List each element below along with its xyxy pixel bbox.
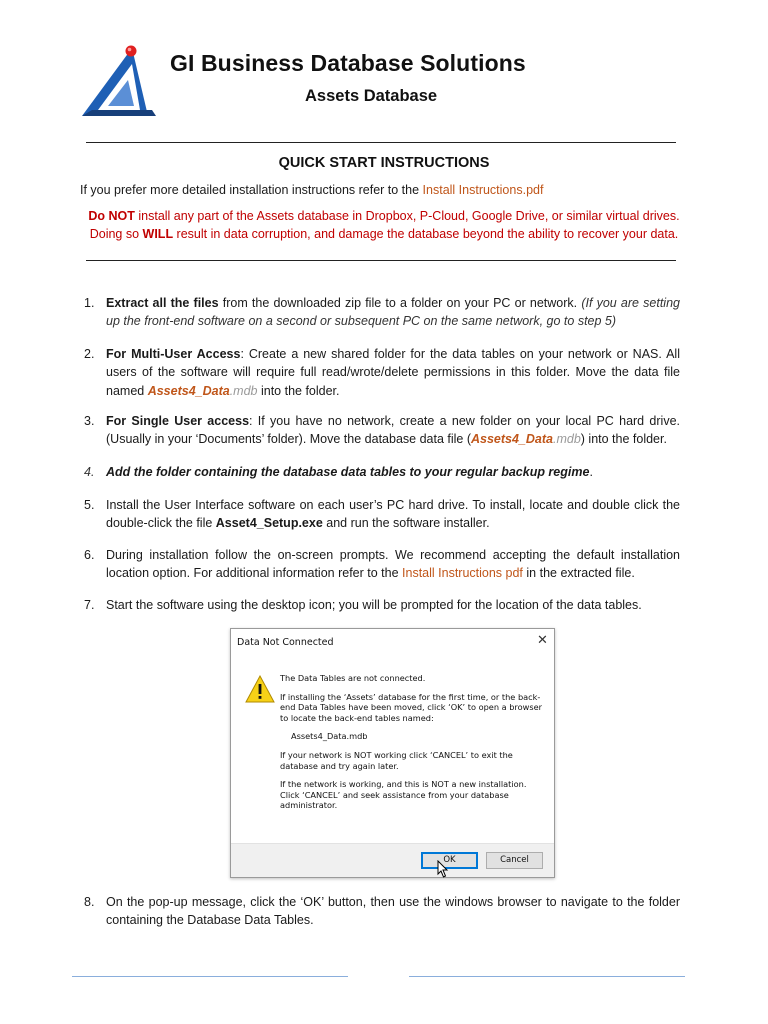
warning-text: install any part of the Assets database in Dropbox, P-Cloud, Google Drive, or similar virtual drives.	[134, 209, 680, 223]
list-item	[84, 412, 680, 449]
list-item	[84, 463, 680, 481]
step-text: Start the software using the desktop icon; you will be prompted for the location of the data tables.	[106, 598, 642, 612]
warning-text: Doing so	[89, 227, 143, 241]
footer-divider	[72, 976, 348, 977]
ok-button[interactable]: OK	[421, 852, 478, 869]
install-instructions-link[interactable]: Install Instructions.pdf	[422, 183, 544, 197]
step-text: During installation follow the on-screen prompts. We recommend accepting the default installation location option. For additional information refer to the	[106, 548, 680, 581]
step-text: : Create a new shared folder for the data tables on your network or NAS. All users of the software will require full read/wrote/delete permissions in this folder. Move the data file named	[106, 347, 680, 398]
setup-file-name: Asset4_Setup.exe	[215, 516, 323, 531]
step-number: 7.	[84, 598, 95, 612]
step-bold: Add the folder containing the database data tables to your regular backup regime	[106, 465, 590, 479]
footer-divider	[409, 976, 685, 977]
step-bold: Extract all the files	[106, 296, 219, 310]
dialog-text: If installing the ‘Assets’ database for the first time, or the back-end Data Tables have been moved, click ‘OK’ to open a browser to locate the back-end tables named:	[280, 691, 542, 723]
dialog-filename: Assets4_Data.mdb	[291, 731, 368, 742]
warning-bold: Do NOT	[88, 209, 135, 223]
step-number: 5.	[84, 498, 95, 512]
preface-line	[80, 182, 543, 199]
step-text: On the pop-up message, click the ‘OK’ button, then use the windows browser to navigate to the folder containing the Database Data Tables.	[106, 895, 680, 928]
dialog-title: Data Not Connected	[237, 637, 334, 648]
list-item	[84, 345, 680, 400]
dialog-text: If the network is working, and this is NOT a new installation. Click ‘CANCEL’ and seek assistance from your database administrator.	[280, 779, 527, 811]
step-text: : If you have no network, create a new folder on your local PC hard drive. (Usually in your ‘Documents’ folder). Move the database data file (	[106, 414, 680, 447]
dialog-text: The Data Tables are not connected.	[280, 673, 426, 683]
data-file-ext: .mdb	[552, 432, 581, 447]
data-file-ext: .mdb	[229, 383, 258, 398]
list-item	[84, 893, 680, 930]
list-item	[84, 294, 680, 331]
close-icon[interactable]: ✕	[537, 633, 548, 648]
step-number: 1.	[84, 296, 95, 310]
step-text: Install the User Interface software on each user’s PC hard drive. To install, locate and double click the double-click the file	[106, 498, 680, 531]
data-file-name: Assets4_Data	[470, 432, 553, 447]
install-instructions-link[interactable]: Install Instructions pdf	[402, 566, 523, 581]
warning-bold: WILL	[142, 227, 174, 241]
step-number: 4.	[84, 465, 95, 479]
step-text: in the extracted file.	[522, 566, 635, 581]
document-subtitle: Assets Database	[305, 87, 438, 105]
step-note: (If you are setting up the front-end software on a second or subsequent PC on the same network, go to step 5)	[106, 296, 680, 329]
cancel-button[interactable]: Cancel	[486, 852, 543, 869]
step-text: from the downloaded zip file to a folder on your PC or network.	[218, 296, 582, 310]
step-number: 3.	[84, 414, 95, 428]
step-text: into the folder.	[257, 383, 340, 398]
step-text: .	[589, 465, 593, 479]
preface-text: If you prefer more detailed installation instructions refer to the	[80, 183, 423, 197]
section-title: QUICK START INSTRUCTIONS	[278, 155, 490, 171]
step-text: ) into the folder.	[580, 432, 667, 447]
company-name: GI Business Database Solutions	[170, 50, 526, 76]
warning-text: result in data corruption, and damage the database beyond the ability to recover your data.	[173, 227, 679, 241]
step-bold: For Single User access	[106, 414, 250, 428]
list-item	[84, 546, 680, 583]
divider	[86, 260, 676, 261]
step-text: and run the software installer.	[322, 516, 490, 531]
dialog-text: If your network is NOT working click ‘CANCEL’ to exit the database and try again later.	[280, 749, 513, 771]
list-item	[84, 496, 680, 533]
mouse-cursor-icon	[437, 860, 449, 878]
step-number: 2.	[84, 347, 95, 361]
dialog-footer	[231, 843, 554, 877]
list-item	[84, 596, 680, 614]
data-not-connected-dialog	[230, 628, 555, 878]
data-warning	[0, 207, 768, 243]
step-bold: For Multi-User Access	[106, 347, 241, 361]
company-logo	[78, 42, 160, 118]
dialog-message	[280, 673, 542, 819]
step-number: 6.	[84, 548, 95, 562]
divider	[86, 142, 676, 143]
warning-icon	[245, 675, 275, 703]
step-number: 8.	[84, 895, 95, 909]
data-file-name: Assets4_Data	[147, 383, 230, 398]
